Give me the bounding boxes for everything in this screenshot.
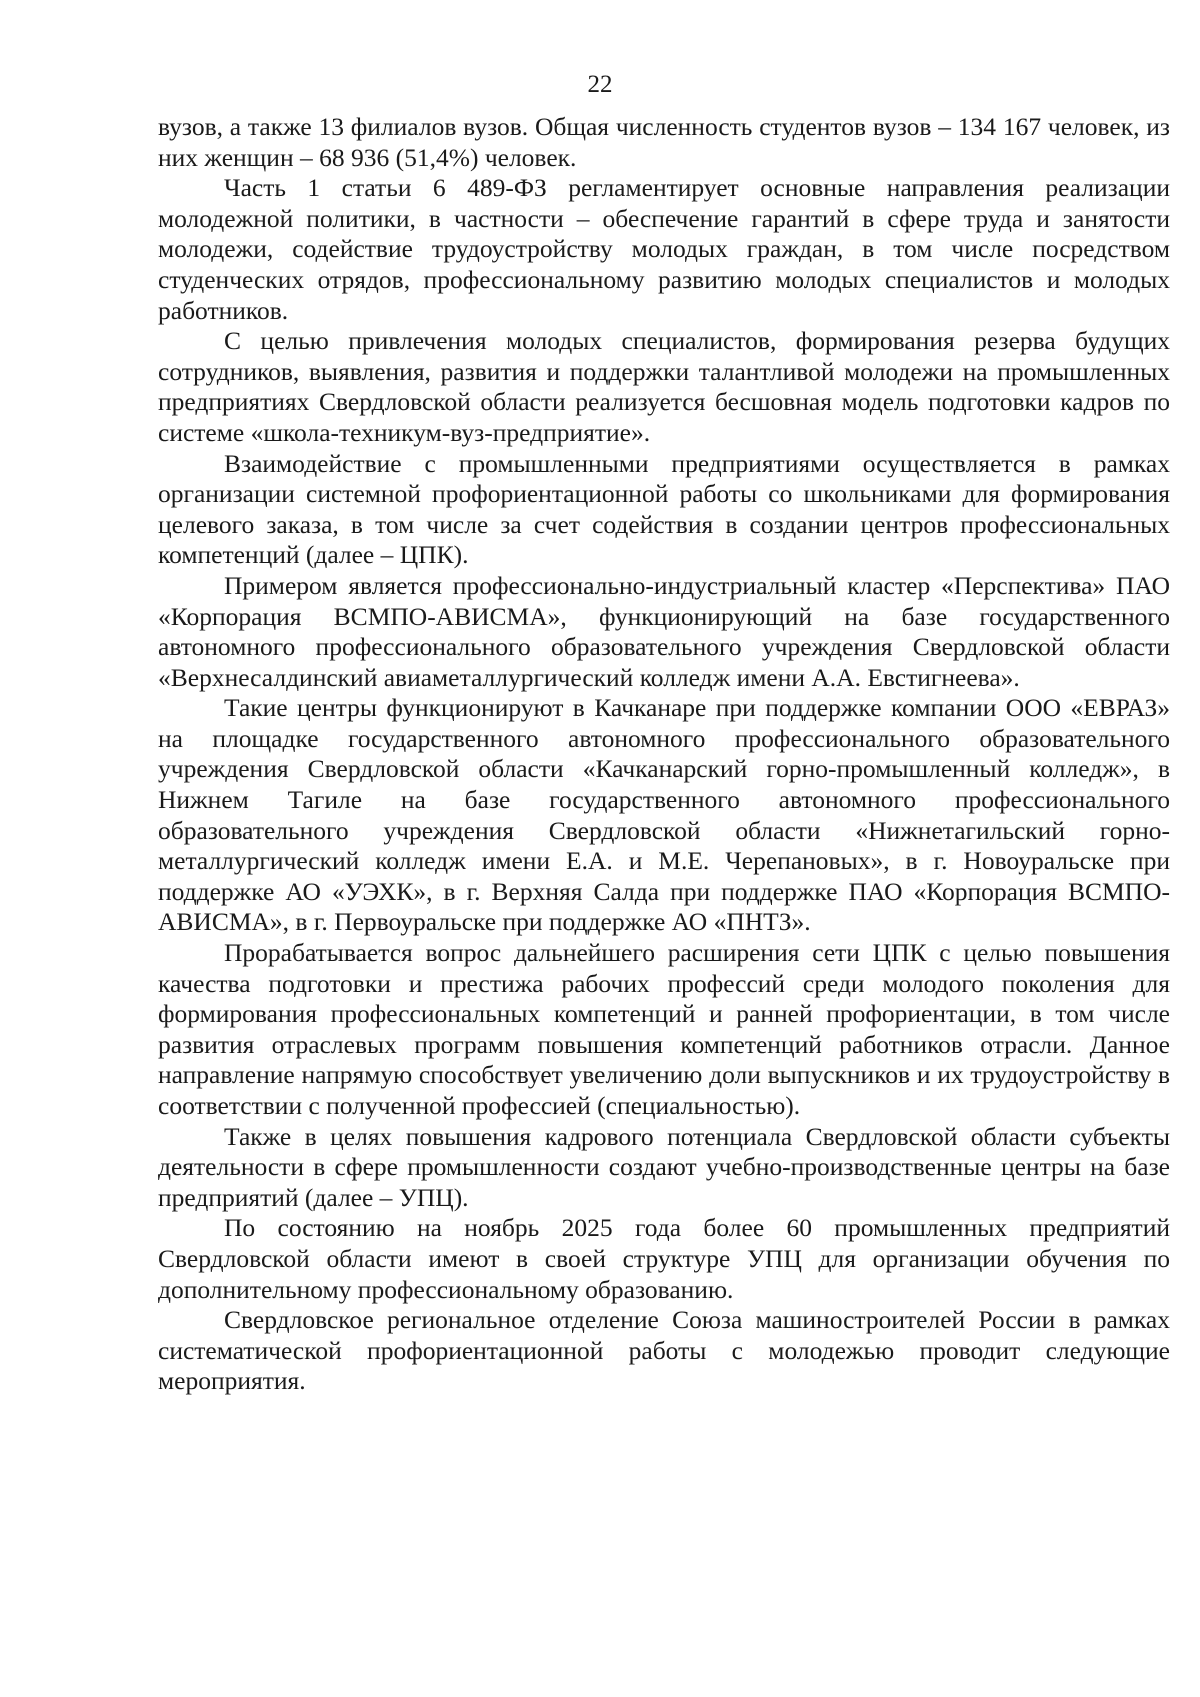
paragraph: По состоянию на ноябрь 2025 года более 60 промышленных предприятий Свердловской области имеют в своей структуре УПЦ для организации обучения по дополнительному профессиональному образованию. [158,1213,1170,1304]
paragraph: С целью привлечения молодых специалистов, формирования резерва будущих сотрудников, выявления, развития и поддержки талантливой молодежи на промышленных предприятиях Свердловской области реализуется бесшовная модель подготовки кадров по системе «школа-техникум-вуз-предприятие». [158,326,1170,447]
paragraph: Прорабатывается вопрос дальнейшего расширения сети ЦПК с целью повышения качества подготовки и престижа рабочих профессий среди молодого поколения для формирования профессиональных компетенций и ранней профориентации, в том числе развития отраслевых программ повышения компетенций работников отрасли. Данное направление напрямую способствует увеличению доли выпускников и их трудоустройству в соответствии с полученной профессией (специальностью). [158,938,1170,1120]
paragraph: Такие центры функционируют в Качканаре при поддержке компании ООО «ЕВРАЗ» на площадке государственного автономного профессионального образовательного учреждения Свердловской области «Качканарский горно-промышленный колледж», в Нижнем Тагиле на базе государственного автономного профессионального образовательного учреждения Свердловской области «Нижнетагильский горно-металлургический колледж имени Е.А. и М.Е. Черепановых», в г. Новоуральске при поддержке АО «УЭХК», в г. Верхняя Салда при поддержке ПАО «Корпорация ВСМПО-АВИСМА», в г. Первоуральске при поддержке АО «ПНТЗ». [158,693,1170,937]
paragraph: Взаимодействие с промышленными предприятиями осуществляется в рамках организации системной профориентационной работы со школьниками для формирования целевого заказа, в том числе за счет содействия в создании центров профессиональных компетенций (далее – ЦПК). [158,448,1170,570]
paragraph: Примером является профессионально-индустриальный кластер «Перспектива» ПАО «Корпорация ВСМПО-АВИСМА», функционирующий на базе государственного автономного профессионального образовательного учреждения Свердловской области «Верхнесалдинский авиаметаллургический колледж имени А.А. Евстигнеева». [158,570,1170,692]
paragraph: Также в целях повышения кадрового потенциала Свердловской области субъекты деятельности в сфере промышленности создают учебно-производственные центры на базе предприятий (далее – УПЦ). [158,1121,1170,1212]
document-body [158,112,1170,1397]
page-number: 22 [587,71,613,98]
paragraph: Часть 1 статьи 6 489-ФЗ регламентирует основные направления реализации молодежной политики, в частности – обеспечение гарантий в сфере труда и занятости молодежи, содействие трудоустройству молодых граждан, в том числе посредством студенческих отрядов, профессиональному развитию молодых специалистов и молодых работников. [158,173,1170,325]
paragraph: Свердловское региональное отделение Союза машиностроителей России в рамках систематической профориентационной работы с молодежью проводит следующие мероприятия. [158,1305,1170,1396]
paragraph: вузов, а также 13 филиалов вузов. Общая численность студентов вузов – 134 167 человек, из них женщин – 68 936 (51,4%) человек. [158,112,1170,172]
